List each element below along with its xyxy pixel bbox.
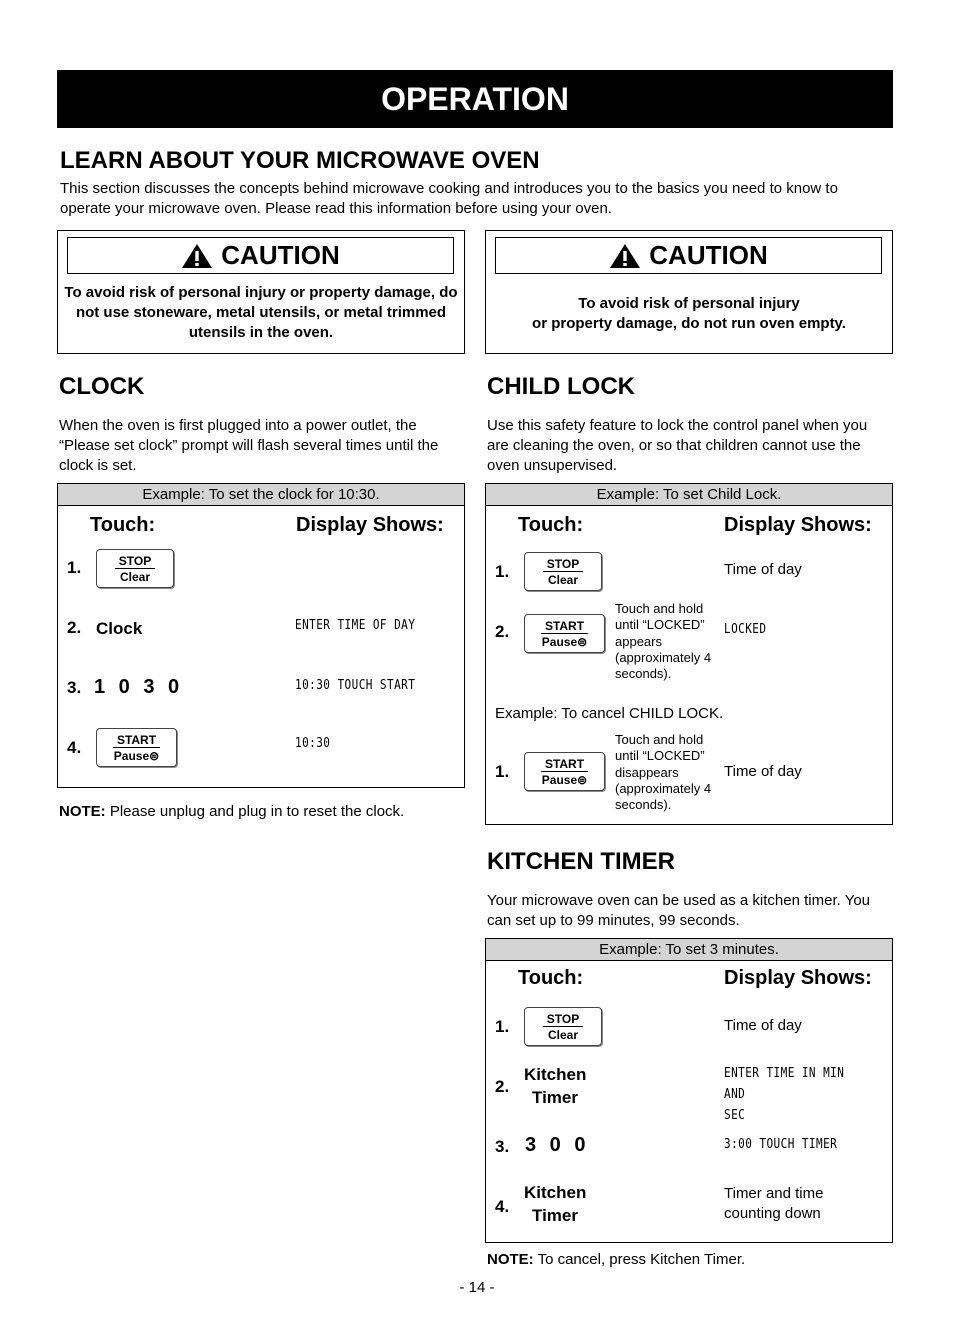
touch-header: Touch: xyxy=(518,514,584,536)
page-number: - 14 - xyxy=(459,1279,495,1296)
touch-header: Touch: xyxy=(90,514,156,536)
caution-box-empty xyxy=(485,230,893,354)
display-text xyxy=(724,1184,823,1224)
kitchen-timer-button[interactable] xyxy=(524,1181,586,1227)
key-bottom-label: Pause⊜ xyxy=(541,772,588,787)
clock-button[interactable]: Clock xyxy=(96,619,143,638)
display-text: Time of day xyxy=(724,763,802,780)
start-pause-button[interactable] xyxy=(524,752,605,791)
step-number: 1. xyxy=(495,1017,510,1036)
display-header: Display Shows: xyxy=(296,514,444,536)
display-text: Time of day xyxy=(724,1017,802,1034)
stop-clear-button[interactable] xyxy=(96,549,174,588)
child-lock-example: Example: To set Child Lock. xyxy=(486,484,892,506)
touch-header: Touch: xyxy=(518,967,584,989)
key-bottom-label: Pause⊜ xyxy=(541,634,588,649)
lcd-line: ENTER TIME IN MIN AND xyxy=(724,1066,845,1102)
clock-example: Example: To set the clock for 10:30. xyxy=(58,484,464,506)
key-label-line: Timer xyxy=(532,1088,578,1107)
caution-text-line: or property damage, do not run oven empty. xyxy=(532,315,846,332)
start-pause-button[interactable] xyxy=(96,728,177,767)
note-label: NOTE: xyxy=(487,1251,534,1268)
step-number: 4. xyxy=(67,738,82,757)
step-number: 3. xyxy=(495,1137,510,1156)
number-pad-digits[interactable]: 1 0 3 0 xyxy=(94,676,180,698)
stop-clear-button[interactable] xyxy=(524,552,602,591)
lcd-display xyxy=(724,1063,867,1126)
key-top-label: STOP xyxy=(115,554,155,569)
step-number: 2. xyxy=(495,1077,510,1096)
step-number: 3. xyxy=(67,678,82,697)
step-number: 4. xyxy=(495,1197,510,1216)
key-bottom-label: Clear xyxy=(119,569,151,584)
caution-label: CAUTION xyxy=(221,240,340,270)
kitchen-timer-note xyxy=(487,1250,745,1270)
caution-text: To avoid risk of personal injury or property damage, do not use stoneware, metal utensils, or metal trimmed utensils in the oven. xyxy=(64,284,458,341)
key-bottom-label: Pause⊜ xyxy=(113,748,160,763)
kitchen-timer-table xyxy=(485,938,893,1243)
key-label-line: Kitchen xyxy=(524,1183,587,1202)
stop-clear-button[interactable] xyxy=(524,1007,602,1046)
clock-title: CLOCK xyxy=(59,373,145,400)
kitchen-timer-example: Example: To set 3 minutes. xyxy=(486,939,892,961)
clock-table xyxy=(57,483,465,788)
note-text: To cancel, press Kitchen Timer. xyxy=(533,1251,746,1268)
clock-note xyxy=(59,802,404,822)
learn-text: This section discusses the concepts behind microwave cooking and introduces you to the basics you need to know to operate your microwave oven. Please read this information before using your oven. xyxy=(60,180,838,217)
key-top-label: STOP xyxy=(543,557,583,572)
lcd-display: ENTER TIME OF DAY xyxy=(295,618,416,633)
note-text: Please unplug and plug in to reset the clock. xyxy=(105,803,405,820)
step-number: 2. xyxy=(67,618,82,637)
step-number: 1. xyxy=(495,562,510,581)
number-pad-digits[interactable]: 3 0 0 xyxy=(525,1134,586,1156)
key-bottom-label: Clear xyxy=(547,572,579,587)
kitchen-timer-button[interactable] xyxy=(524,1063,586,1109)
child-lock-table xyxy=(485,483,893,825)
display-line: Timer and time xyxy=(724,1185,824,1202)
warning-icon xyxy=(181,243,213,269)
clock-text: When the oven is first plugged into a power outlet, the “Please set clock” prompt will flash several times until the clock is set. xyxy=(59,417,439,474)
learn-title: LEARN ABOUT YOUR MICROWAVE OVEN xyxy=(60,147,540,174)
caution-box-utensils xyxy=(57,230,465,354)
lcd-display: 10:30 xyxy=(295,736,331,751)
kitchen-timer-title: KITCHEN TIMER xyxy=(487,848,675,875)
caution-text xyxy=(492,294,886,334)
key-label-line: Kitchen xyxy=(524,1065,587,1084)
step-note: Touch and hold until “LOCKED” appears (approximately 4 seconds). xyxy=(615,601,712,682)
display-header: Display Shows: xyxy=(724,967,872,989)
child-lock-text: Use this safety feature to lock the control panel when you are cleaning the oven, or so that children cannot use the oven unsupervised. xyxy=(487,417,868,474)
child-lock-title: CHILD LOCK xyxy=(487,373,635,400)
step-number: 2. xyxy=(495,622,510,641)
key-top-label: STOP xyxy=(543,1012,583,1027)
display-text: Time of day xyxy=(724,561,802,578)
step-number: 1. xyxy=(495,762,510,781)
warning-icon xyxy=(609,243,641,269)
key-top-label: START xyxy=(541,619,588,634)
step-note: Touch and hold until “LOCKED” disappears (approximately 4 seconds). xyxy=(615,732,712,813)
lcd-display: 10:30 TOUCH START xyxy=(295,678,416,693)
lcd-display: LOCKED xyxy=(724,622,767,637)
display-header: Display Shows: xyxy=(724,514,872,536)
display-line: counting down xyxy=(724,1205,821,1222)
caution-text-line: To avoid risk of personal injury xyxy=(578,295,800,312)
key-top-label: START xyxy=(113,733,160,748)
lcd-line: SEC xyxy=(724,1108,746,1123)
page-banner: OPERATION xyxy=(57,70,893,128)
key-top-label: START xyxy=(541,757,588,772)
caution-header xyxy=(495,237,882,274)
start-pause-button[interactable] xyxy=(524,614,605,653)
key-label-line: Timer xyxy=(532,1206,578,1225)
caution-header xyxy=(67,237,454,274)
note-label: NOTE: xyxy=(59,803,106,820)
key-bottom-label: Clear xyxy=(547,1027,579,1042)
caution-label: CAUTION xyxy=(649,240,768,270)
step-number: 1. xyxy=(67,558,82,577)
lcd-display: 3:00 TOUCH TIMER xyxy=(724,1137,838,1152)
cancel-example: Example: To cancel CHILD LOCK. xyxy=(495,705,724,722)
kitchen-timer-text: Your microwave oven can be used as a kitchen timer. You can set up to 99 minutes, 99 seconds. xyxy=(487,892,871,929)
